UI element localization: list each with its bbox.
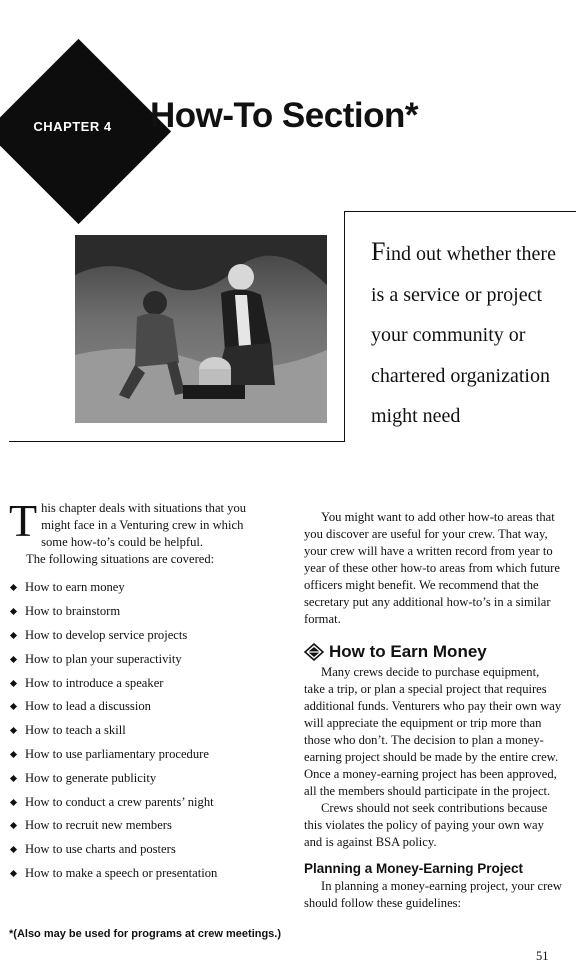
list-item: How to generate publicity	[9, 766, 271, 790]
diamond-bullet-icon	[10, 799, 17, 806]
diamond-bullet-icon	[10, 608, 17, 615]
intro-text: his chapter deals with situations that you might face in a Venturing crew in which some how-to’s could be helpful.	[41, 501, 247, 549]
right-column	[304, 509, 562, 912]
diamond-bullet-icon	[10, 632, 17, 639]
section-heading	[304, 642, 562, 662]
list-item: How to make a speech or presentation	[9, 862, 271, 886]
diamond-bullet-icon	[10, 680, 17, 687]
intro-paragraph	[9, 495, 271, 551]
list-item: How to introduce a speaker	[9, 671, 271, 695]
left-column	[9, 495, 271, 885]
diamond-bullet-icon	[10, 870, 17, 877]
callout-text: ind out whether there is a service or project your community or chartered organization might need	[371, 243, 556, 427]
intro-dropcap: T	[9, 495, 38, 546]
callout-dropcap: F	[371, 237, 386, 266]
diamond-bullet-icon	[10, 727, 17, 734]
subsection-paragraph: In planning a money-earning project, your crew should follow these guidelines:	[304, 879, 562, 910]
list-item: How to develop service projects	[9, 624, 271, 648]
callout-quote	[371, 232, 571, 437]
footnote: *(Also may be used for programs at crew meetings.)	[9, 928, 282, 940]
topics-list	[9, 576, 271, 885]
photo-bottom-rule	[9, 441, 345, 442]
list-item: How to teach a skill	[9, 719, 271, 743]
subsection-heading: Planning a Money-Earning Project	[304, 861, 524, 876]
list-item: How to plan your superactivity	[9, 647, 271, 671]
page-number: 51	[536, 949, 549, 963]
list-item: How to lead a discussion	[9, 695, 271, 719]
section-heading-text: How to Earn Money	[329, 642, 487, 661]
compass-diamond-icon	[304, 643, 324, 661]
diamond-bullet-icon	[10, 846, 17, 853]
photo-two-venturers-cooking	[75, 235, 327, 423]
diamond-bullet-icon	[10, 656, 17, 663]
section-paragraph: Many crews decide to purchase equipment, take a trip, or plan a special project that requires additional funds. Venturers who pay their own way will appreciate the equipment or trip more than those who don’t. The decision to plan a money-earning project should be made by the entire crew. Once a money-earning project has been approved, all the members should participate in the project.	[304, 665, 562, 798]
list-item: How to use charts and posters	[9, 838, 271, 862]
chapter-label: CHAPTER 4	[33, 119, 112, 134]
list-intro: The following situations are covered:	[26, 552, 215, 566]
diamond-bullet-icon	[10, 703, 17, 710]
opening-paragraph: You might want to add other how-to areas that you discover are useful for your crew. That way, your crew will have a written record from year to year of these other how-to areas from which future officers might benefit. We recommend that the secretary put any additional how-to’s in a similar format.	[304, 510, 560, 626]
diamond-bullet-icon	[10, 584, 17, 591]
list-item: How to use parliamentary procedure	[9, 743, 271, 767]
diamond-bullet-icon	[10, 775, 17, 782]
diamond-bullet-icon	[10, 822, 17, 829]
callout-top-rule	[344, 211, 576, 212]
list-item: How to earn money	[9, 576, 271, 600]
page-title: How-To Section*	[150, 96, 418, 135]
callout-side-rule	[344, 211, 345, 442]
list-item: How to conduct a crew parents’ night	[9, 790, 271, 814]
list-item: How to recruit new members	[9, 814, 271, 838]
diamond-bullet-icon	[10, 751, 17, 758]
list-item: How to brainstorm	[9, 600, 271, 624]
section-paragraph: Crews should not seek contributions because this violates the policy of paying your own way and is against BSA policy.	[304, 801, 548, 849]
